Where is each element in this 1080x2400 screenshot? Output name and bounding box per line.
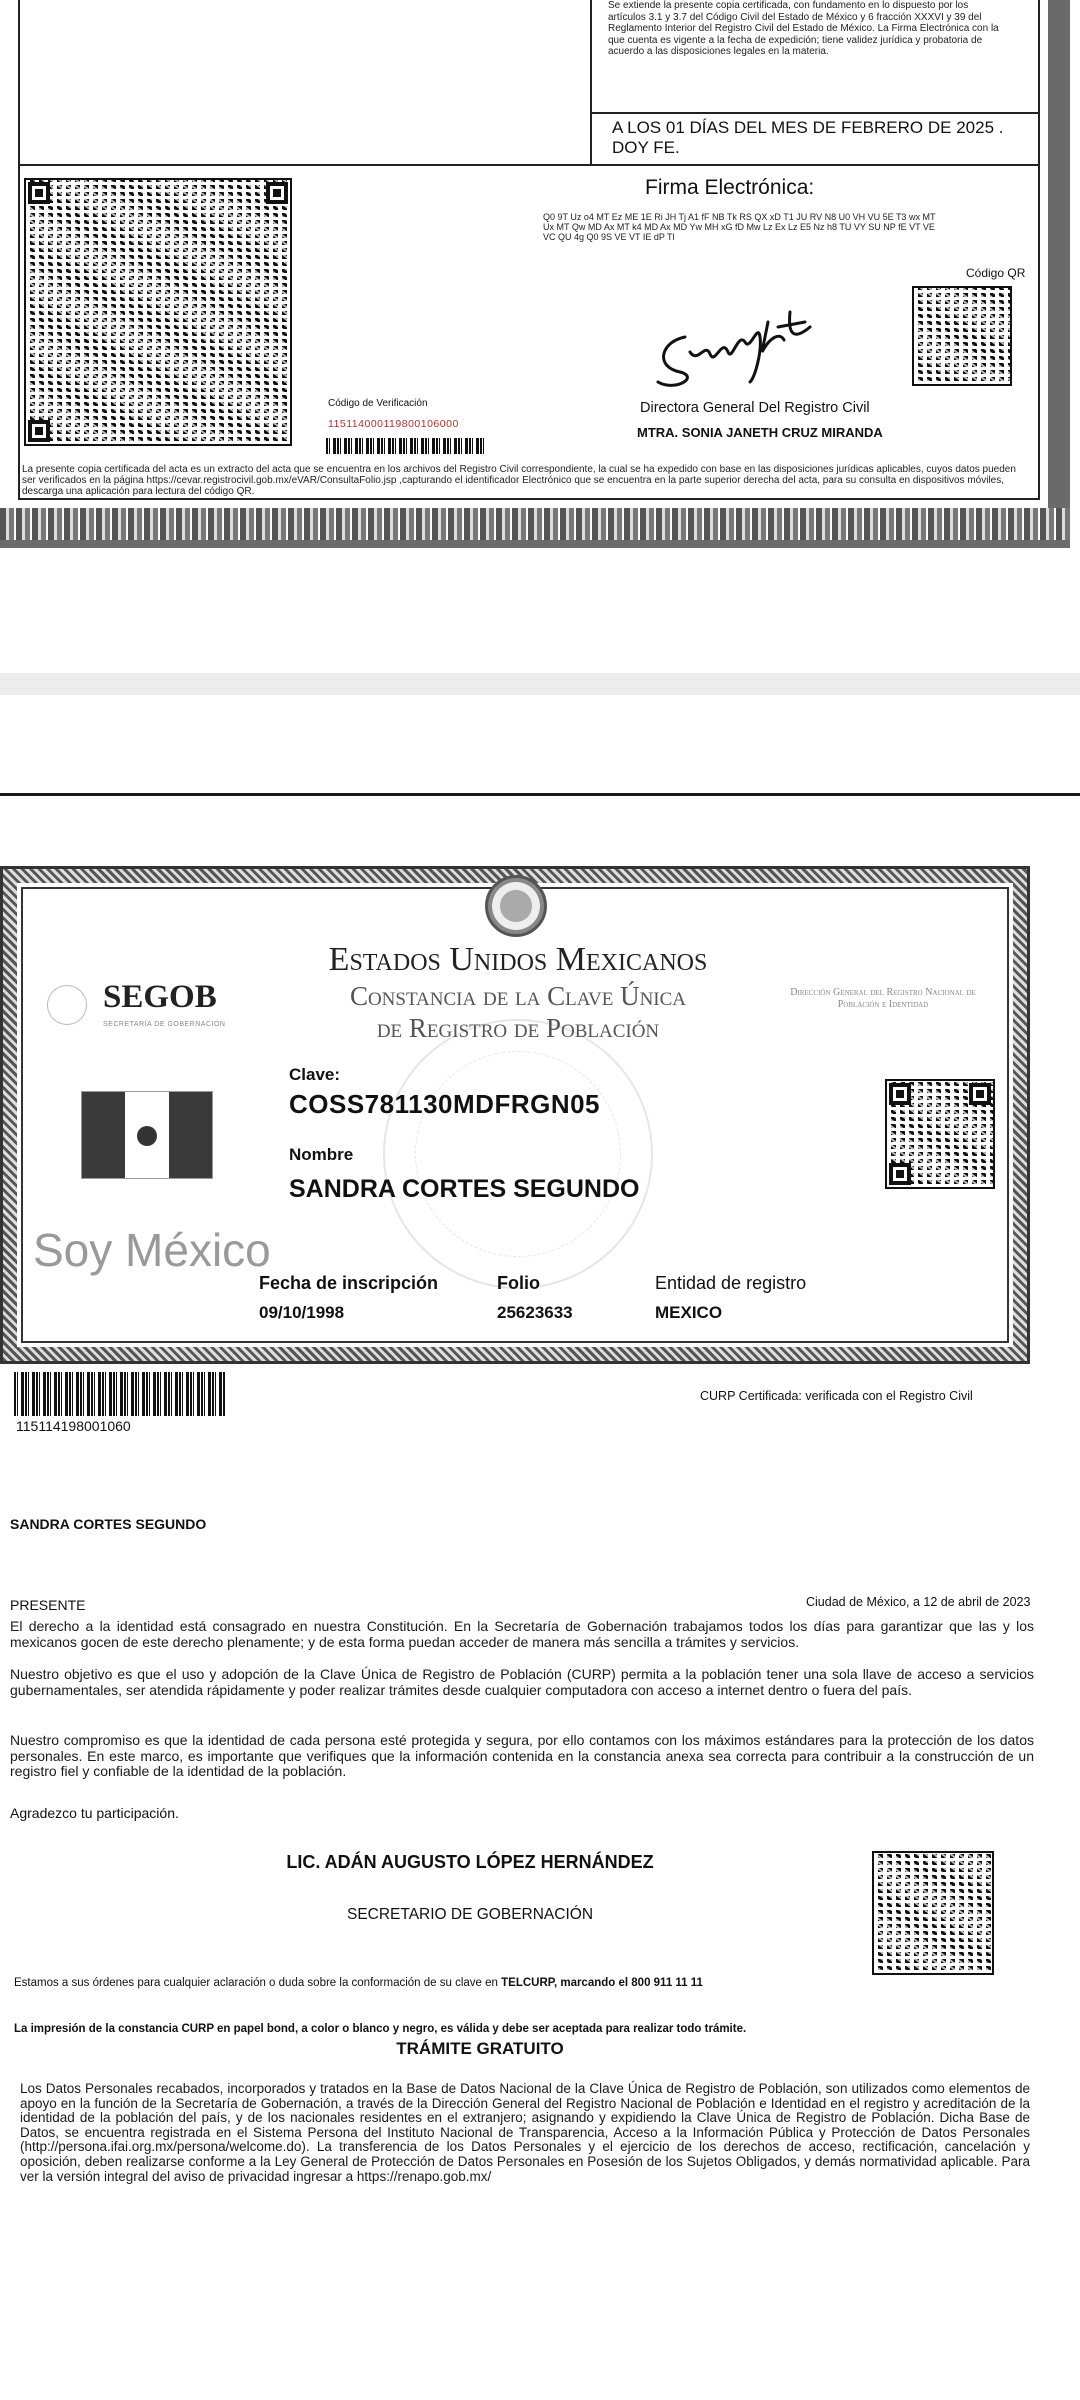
- electronic-signature-title: Firma Electrónica:: [645, 176, 815, 199]
- large-qr-code: [24, 178, 292, 446]
- mexican-flag-icon: [81, 1091, 213, 1179]
- clave-label: Clave:: [289, 1065, 341, 1084]
- privacy-notice: Los Datos Personales recabados, incorporados y tratados en la Base de Datos Nacional de la Clave Única de Registro de Población, son utilizados como elementos de apoyo en la función de la Secretaría de Gobernación, a través de la Dirección General del Registro Nacional de Población e Identidad en el registro y acreditación de la identidad de la población del país, y de los nacionales residentes en el extranjero; asignando y expidiendo la Clave Única de Registro de Población. Dicha Base de Datos, se encuentra registrada en el Sistema Persona del Instituto Nacional de Transparencia, Acceso a la Información Pública y Protección de Datos Personales (http://persona.ifai.org.mx/persona/welcome.do). La transferencia de los Datos Personales y el ejercicio de los derechos de acceso, rectificación, cancelación y oposición, deben realizarse conforme a la Ley General de Protección de Datos Personales en Posesión de los Sujetos Obligados, y demás normatividad aplicable. Para ver la versión integral del aviso de privacidad ingresar a https://renapo.gob.mx/: [20, 2081, 1030, 2184]
- letter-qr-code: [872, 1851, 994, 1975]
- signer-name: LIC. ADÁN AUGUSTO LÓPEZ HERNÁNDEZ: [286, 1852, 654, 1872]
- registration-date-value: 09/10/1998: [259, 1303, 345, 1322]
- folio-value: 25623633: [497, 1303, 573, 1322]
- national-seal-watermark: [383, 1019, 653, 1289]
- card-title-line3: de Registro de Población: [376, 1013, 660, 1043]
- letter-paragraph-3: Nuestro compromiso es que la identidad de cada persona esté protegida y segura, por ello contamos con los máximos estándares para la protección de los datos personales. En este marco, es importante que verifiques que la información contenida en la constancia anexa sea correcta para contribuir a la construcción de un registro fiel y confiable de la identidad de la población.: [10, 1732, 1034, 1779]
- legal-text-top: Se extiende la presente copia certificada, con fundamento en lo dispuesto por los artículos 3.1 y 3.7 del Código Civil del Estado de México y 6 fracción XXXVI y 39 del Reglamento Interior del Registro Civil del Estado de México. La Firma Electrónica con la que cuenta es vigente a la fecha de expedición; tiene validez jurídica y probatoria de acuerdo a las disposiciones legales en la materia.: [608, 0, 999, 57]
- verification-code: 115114000119800106000: [328, 418, 459, 430]
- renapo-org-name: Dirección General del Registro Nacional de Población e Identidad: [790, 987, 976, 1010]
- card-title-line1: Estados Unidos Mexicanos: [328, 941, 708, 978]
- soy-mexico-logo: Soy México: [33, 1224, 271, 1276]
- electronic-signature-code: Q0 9T Uz o4 MT Ez ME 1E Ri JH Tj A1 fF NB Tk RS QX xD T1 JU RV N8 U0 VH VU 5E T3 wx MT Ux MT Qw MD Ax MT k4 MD Ax MD Yw MH xG fD Mw Lz Ex Lz E5 Nz h8 TU VY SU NP fE VT VE VC QU 4g Q0 9S VE VT IE dP Tl: [543, 212, 936, 242]
- curp-barcode: [14, 1372, 226, 1416]
- director-name: MTRA. SONIA JANETH CRUZ MIRANDA: [637, 425, 883, 440]
- certificate-divider: [18, 164, 1040, 166]
- verification-barcode: [326, 438, 486, 454]
- telcurp-phone: TELCURP, marcando el 800 911 11 11: [501, 1977, 703, 1989]
- certificate-divider: [590, 0, 592, 164]
- curp-certificate-card: [0, 866, 1030, 1364]
- handwritten-signature: [650, 282, 850, 392]
- segob-name: SEGOB: [103, 979, 217, 1015]
- full-name-value: SANDRA CORTES SEGUNDO: [289, 1175, 640, 1203]
- letter-paragraph-1: El derecho a la identidad está consagrado en nuestra Constitución. En la Secretaría de Gobernación trabajamos todos los días para garantizar que las y los mexicanos gocen de este derecho plenamente; y de esta forma puedan acceder de manera más sencilla a trámites y servicios.: [10, 1618, 1034, 1650]
- page-separator: [0, 673, 1080, 695]
- page-edge-line: [0, 793, 1080, 796]
- print-validity-note: La impresión de la constancia CURP en papel bond, a color o blanco y negro, es válida y debe ser aceptada para realizar todo trámite.: [14, 2023, 747, 2035]
- director-title: Directora General Del Registro Civil: [640, 400, 870, 416]
- contact-note-text: Estamos a sus órdenes para cualquier aclaración o duda sobre la conformación de su clave en: [14, 1977, 502, 1989]
- segob-subtitle: SECRETARÍA DE GOBERNACIÓN: [103, 1021, 226, 1028]
- segob-logo-icon: [47, 985, 87, 1025]
- registration-date-label: Fecha de inscripción: [259, 1273, 439, 1293]
- letter-recipient: SANDRA CORTES SEGUNDO: [10, 1516, 207, 1532]
- registration-entity-label: Entidad de registro: [655, 1273, 807, 1293]
- curp-qr-code: [885, 1079, 995, 1189]
- certificate-footer-text: La presente copia certificada del acta es un extracto del acta que se encuentra en los archivos del Registro Civil correspondiente, la cual se ha expedido con base en las disposiciones jurídicas aplicables, cuyos datos pueden ser verificados en la página https://cevar.registrocivil.gob.mx/eVAR/ConsultaFolio.jsp ,capturando el identificador Electrónico que se encuentra en la parte superior derecha del acta, para su consulta en dispositivos móviles, descarga una aplicación para lectura del código QR.: [22, 464, 1016, 497]
- card-title-line2: Constancia de la Clave Única: [349, 981, 687, 1011]
- curp-value: COSS781130MDFRGN05: [289, 1089, 601, 1119]
- birth-certificate-fragment: [0, 0, 1070, 548]
- small-qr-code: [912, 286, 1012, 386]
- signer-title: SECRETARIO DE GOBERNACIÓN: [346, 1906, 594, 1923]
- letter-thanks: Agradezco tu participación.: [10, 1805, 179, 1821]
- nombre-label: Nombre: [289, 1145, 354, 1164]
- letter-date: Ciudad de México, a 12 de abril de 2023: [806, 1595, 1031, 1609]
- registration-entity-value: MEXICO: [655, 1303, 723, 1322]
- qr-label: Código QR: [966, 266, 1026, 280]
- letter-paragraph-2: Nuestro objetivo es que el uso y adopción de la Clave Única de Registro de Población (CURP) permita a la población tener una sola llave de acceso a servicios gubernamentales, ser atendida rápidamente y poder realizar trámites desde cualquier computadora con acceso a internet dentro o fuera del país.: [10, 1666, 1034, 1698]
- curp-certified-note: CURP Certificada: verificada con el Registro Civil: [700, 1389, 973, 1403]
- folio-label: Folio: [497, 1273, 540, 1293]
- free-procedure-label: TRÁMITE GRATUITO: [396, 2039, 564, 2058]
- barcode-number: 115114198001060: [16, 1418, 131, 1434]
- letter-presente: PRESENTE: [10, 1597, 86, 1613]
- verification-label: Código de Verificación: [328, 398, 428, 409]
- issue-date-text: A LOS 01 DÍAS DEL MES DE FEBRERO DE 2025 . DOY FE.: [612, 118, 1004, 157]
- coat-of-arms-emblem: [485, 875, 547, 937]
- certificate-bottom-pattern: [0, 508, 1070, 540]
- contact-note: [14, 1977, 703, 1989]
- certificate-divider: [590, 112, 1040, 114]
